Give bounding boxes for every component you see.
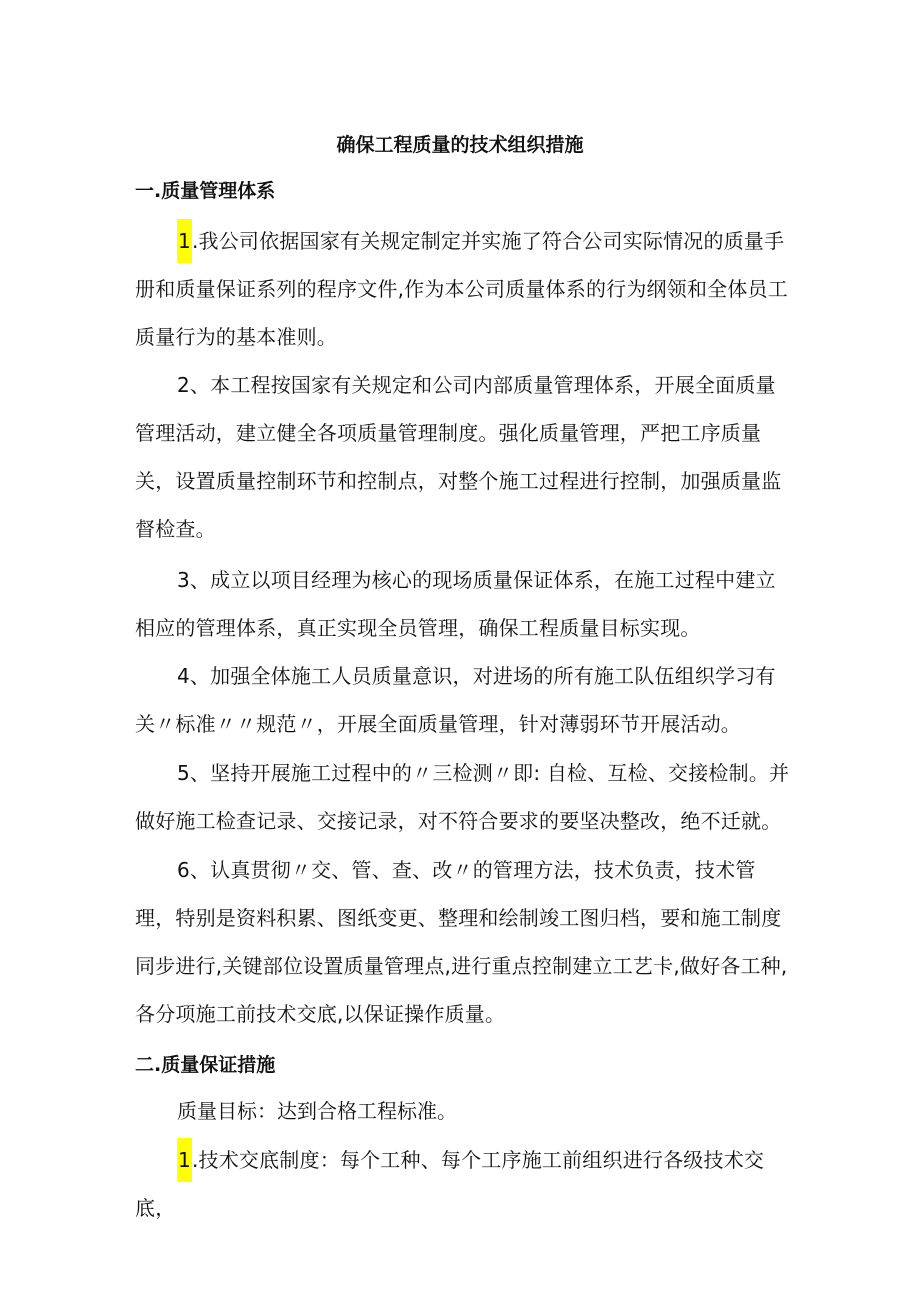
document-title: 确保工程质量的技术组织措施 <box>336 134 584 156</box>
section-1-paragraph-2: 2、本工程按国家有关规定和公司内部质量管理体系，开展全面质量管理活动，建立健全各项质量管理制度。强化质量管理，严把工序质量关，设置质量控制环节和控制点，对整个施工过程进行控制，加强质量监督检查。 <box>135 373 782 541</box>
section-1-paragraph-3: 3、成立以项目经理为核心的现场质量保证体系，在施工过程中建立相应的管理体系，真正实现全员管理，确保工程质量目标实现。 <box>135 568 776 640</box>
paragraph-text: .我公司依据国家有关规定制定并实施了符合公司实际情况的质量手册和质量保证系列的程序文件,作为本公司质量体系的行为纲领和全体员工质量行为的基本准则。 <box>135 229 788 349</box>
section-1-paragraph-6: 6、认真贯彻〃交、管、查、改〃的管理方法，技术负责，技术管理，特别是资料积累、图纸变更、整理和绘制竣工图归档，要和施工制度同步进行,关键部位设置质量管理点,进行重点控制建立工艺卡,做好各工种,各分项施工前技术交底,以保证操作质量。 <box>135 858 788 1026</box>
section-1-heading: 一.质量管理体系 <box>135 180 276 202</box>
section-1-paragraph-1 <box>135 217 795 361</box>
section-2-heading: 二.质量保证措施 <box>135 1054 276 1076</box>
section-2-paragraph-1 <box>135 1136 795 1232</box>
section-1-paragraph-5: 5、坚持开展施工过程中的〃三检测〃即: 自检、互检、交接检制。并做好施工检查记录、交接记录，对不符合要求的要坚决整改，绝不迁就。 <box>135 761 790 833</box>
highlighted-number: 1 <box>177 1138 192 1182</box>
quality-goal-text: 质量目标：达到合格工程标准。 <box>177 1099 457 1123</box>
highlighted-number: 1 <box>177 219 192 263</box>
paragraph-text: .技术交底制度：每个工种、每个工序施工前组织进行各级技术交底， <box>135 1148 765 1220</box>
section-1-paragraph-4: 4、加强全体施工人员质量意识，对进场的所有施工队伍组织学习有关〃标准〃〃规范〃，开展全面质量管理，针对薄弱环节开展活动。 <box>135 664 776 736</box>
